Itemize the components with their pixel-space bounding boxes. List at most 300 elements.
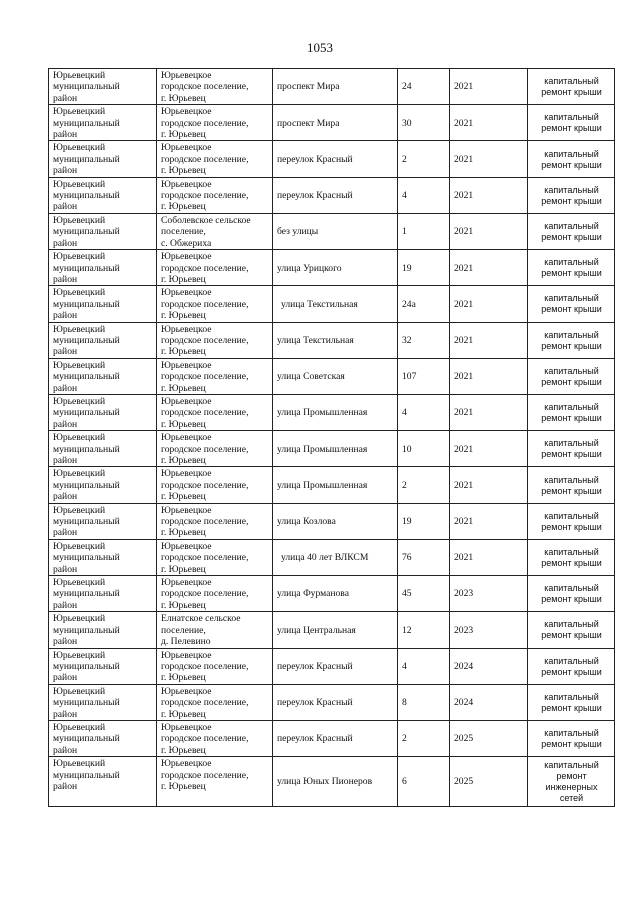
year-cell-text: 2021 <box>454 226 474 238</box>
table-row <box>49 250 615 286</box>
district-cell-line: район <box>53 599 78 611</box>
work-type-cell-line: ремонт крыши <box>541 87 602 98</box>
house-number-cell <box>398 467 450 503</box>
work-type-cell-line: ремонт крыши <box>541 231 602 242</box>
work-type-cell-line: капитальный <box>544 510 599 521</box>
house-number-cell <box>398 757 450 807</box>
settlement-cell-line: городское поселение, <box>161 81 249 93</box>
house-number-cell-text: 10 <box>402 443 412 455</box>
settlement-cell-line: Юрьевецкое <box>161 540 212 552</box>
year-cell-text: 2021 <box>454 298 474 310</box>
year-cell <box>450 612 528 648</box>
house-number-cell <box>398 286 450 322</box>
district-cell-line: муниципальный <box>53 697 120 709</box>
settlement-cell-line: г. Юрьевец <box>161 346 206 358</box>
work-type-cell <box>528 394 615 430</box>
work-type-cell-line: ремонт крыши <box>541 195 602 206</box>
work-type-cell-line: ремонт крыши <box>541 268 602 279</box>
table-row <box>49 358 615 394</box>
settlement-cell-line: с. Обжериха <box>161 237 212 249</box>
work-type-cell-line: капитальный <box>544 329 599 340</box>
settlement-cell-line: Юрьевецкое <box>161 468 212 480</box>
house-number-cell-text: 4 <box>402 407 407 419</box>
settlement-cell <box>157 250 273 286</box>
table-row <box>49 539 615 575</box>
street-cell-text: переулок Красный <box>277 733 353 745</box>
street-cell <box>273 576 398 612</box>
table-row <box>49 213 615 249</box>
district-cell-line: муниципальный <box>53 371 120 383</box>
year-cell <box>450 394 528 430</box>
house-number-cell <box>398 69 450 105</box>
street-cell <box>273 503 398 539</box>
work-type-cell <box>528 213 615 249</box>
table-row <box>49 757 615 807</box>
work-type-cell-line: ремонт крыши <box>541 485 602 496</box>
settlement-cell <box>157 612 273 648</box>
settlement-cell-line: Юрьевецкое <box>161 432 212 444</box>
house-number-cell <box>398 177 450 213</box>
year-cell-text: 2021 <box>454 443 474 455</box>
district-cell-line: муниципальный <box>53 624 120 636</box>
settlement-cell <box>157 177 273 213</box>
table-body <box>49 69 615 807</box>
district-cell-line: район <box>53 201 78 213</box>
settlement-cell-line: Юрьевецкое <box>161 106 212 118</box>
district-cell-line: район <box>53 129 78 141</box>
work-type-cell-line: капитальный <box>544 728 599 739</box>
settlement-cell <box>157 539 273 575</box>
work-type-cell <box>528 576 615 612</box>
year-cell <box>450 720 528 756</box>
district-cell <box>49 431 157 467</box>
street-cell-text: улица Юных Пионеров <box>277 776 373 788</box>
district-cell-line: Юрьевецкий <box>53 142 106 154</box>
settlement-cell-line: г. Юрьевец <box>161 165 206 177</box>
house-number-cell-text: 24 <box>402 81 412 93</box>
year-cell-text: 2021 <box>454 479 474 491</box>
district-cell-line: Юрьевецкий <box>53 323 106 335</box>
settlement-cell-line: городское поселение, <box>161 371 249 383</box>
district-cell-line: район <box>53 346 78 358</box>
work-type-cell <box>528 648 615 684</box>
work-type-cell-line: ремонт крыши <box>541 739 602 750</box>
district-cell <box>49 105 157 141</box>
buildings-table <box>48 68 615 807</box>
district-cell <box>49 213 157 249</box>
district-cell-line: район <box>53 455 78 466</box>
house-number-cell-text: 19 <box>402 516 412 528</box>
street-cell-text: проспект Мира <box>277 117 340 129</box>
street-cell-text: улица Промышленная <box>277 407 368 419</box>
district-cell <box>49 322 157 358</box>
settlement-cell-line: г. Юрьевец <box>161 599 206 611</box>
settlement-cell-line: г. Юрьевец <box>161 382 206 394</box>
street-cell-text: улица 40 лет ВЛКСМ <box>281 552 369 564</box>
district-cell-line: район <box>53 636 78 648</box>
year-cell-text: 2021 <box>454 334 474 346</box>
district-cell-line: муниципальный <box>53 769 120 781</box>
settlement-cell-line: г. Юрьевец <box>161 491 206 503</box>
house-number-cell-text: 1 <box>402 226 407 238</box>
district-cell-line: Юрьевецкий <box>53 178 106 190</box>
year-cell-text: 2021 <box>454 516 474 528</box>
district-cell <box>49 648 157 684</box>
district-cell-line: муниципальный <box>53 262 120 274</box>
street-cell <box>273 69 398 105</box>
district-cell <box>49 250 157 286</box>
house-number-cell <box>398 684 450 720</box>
house-number-cell-text: 32 <box>402 334 412 346</box>
year-cell-text: 2021 <box>454 552 474 564</box>
district-cell-line: муниципальный <box>53 226 120 238</box>
work-type-cell-line: ремонт крыши <box>541 594 602 605</box>
settlement-cell-line: городское поселение, <box>161 516 249 528</box>
settlement-cell-line: Юрьевецкое <box>161 287 212 299</box>
year-cell-text: 2021 <box>454 262 474 274</box>
street-cell <box>273 431 398 467</box>
work-type-cell-line: ремонт крыши <box>541 702 602 713</box>
year-cell <box>450 757 528 807</box>
street-cell-text: переулок Красный <box>277 153 353 165</box>
district-cell <box>49 69 157 105</box>
table-row <box>49 322 615 358</box>
street-cell <box>273 286 398 322</box>
street-cell-text: улица Козлова <box>277 516 336 528</box>
house-number-cell-text: 107 <box>402 371 417 383</box>
work-type-cell-line: капитальный <box>544 438 599 449</box>
settlement-cell-line: городское поселение, <box>161 733 249 745</box>
settlement-cell <box>157 431 273 467</box>
street-cell <box>273 539 398 575</box>
house-number-cell <box>398 141 450 177</box>
settlement-cell-line: городское поселение, <box>161 479 249 491</box>
settlement-cell <box>157 503 273 539</box>
house-number-cell-text: 2 <box>402 479 407 491</box>
district-cell-line: Юрьевецкий <box>53 432 106 444</box>
settlement-cell <box>157 105 273 141</box>
district-cell-line: район <box>53 418 78 430</box>
district-cell-line: муниципальный <box>53 516 120 528</box>
work-type-cell-line: капитальный <box>544 257 599 268</box>
district-cell <box>49 503 157 539</box>
district-cell-line: Юрьевецкий <box>53 214 106 226</box>
settlement-cell <box>157 286 273 322</box>
settlement-cell <box>157 322 273 358</box>
street-cell <box>273 177 398 213</box>
table-row <box>49 648 615 684</box>
district-cell-line: район <box>53 527 78 539</box>
work-type-cell <box>528 503 615 539</box>
district-cell-line: муниципальный <box>53 334 120 346</box>
settlement-cell-line: Соболевское сельское <box>161 214 251 226</box>
street-cell-text: улица Текстильная <box>281 298 358 310</box>
district-cell-line: Юрьевецкий <box>53 649 106 661</box>
settlement-cell-line: Юрьевецкое <box>161 323 212 335</box>
settlement-cell-line: г. Юрьевец <box>161 672 206 684</box>
work-type-cell <box>528 105 615 141</box>
settlement-cell-line: поселение, <box>161 226 206 238</box>
table-row <box>49 286 615 322</box>
district-cell-line: Юрьевецкий <box>53 70 106 81</box>
settlement-cell <box>157 141 273 177</box>
settlement-cell-line: городское поселение, <box>161 769 249 781</box>
work-type-cell-line: капитальный <box>544 583 599 594</box>
district-cell-line: муниципальный <box>53 407 120 419</box>
settlement-cell-line: городское поселение, <box>161 117 249 129</box>
settlement-cell-line: городское поселение, <box>161 262 249 274</box>
settlement-cell <box>157 394 273 430</box>
district-cell-line: район <box>53 310 78 322</box>
work-type-cell <box>528 684 615 720</box>
district-cell <box>49 539 157 575</box>
settlement-cell-line: г. Юрьевец <box>161 527 206 539</box>
street-cell <box>273 394 398 430</box>
work-type-cell-line: капитальный <box>544 619 599 630</box>
district-cell-line: район <box>53 382 78 394</box>
settlement-cell <box>157 684 273 720</box>
street-cell <box>273 648 398 684</box>
work-type-cell-line: капитальный <box>544 474 599 485</box>
work-type-cell <box>528 250 615 286</box>
street-cell <box>273 467 398 503</box>
settlement-cell-line: городское поселение, <box>161 298 249 310</box>
street-cell-text: улица Фурманова <box>277 588 349 600</box>
settlement-cell-line: г. Юрьевец <box>161 418 206 430</box>
house-number-cell <box>398 648 450 684</box>
year-cell <box>450 69 528 105</box>
year-cell-text: 2023 <box>454 588 474 600</box>
settlement-cell-line: Юрьевецкое <box>161 758 212 770</box>
district-cell-line: Юрьевецкий <box>53 685 106 697</box>
settlement-cell-line: городское поселение, <box>161 334 249 346</box>
settlement-cell-line: городское поселение, <box>161 660 249 672</box>
settlement-cell-line: городское поселение, <box>161 552 249 564</box>
settlement-cell-line: Юрьевецкое <box>161 685 212 697</box>
house-number-cell <box>398 431 450 467</box>
district-cell-line: район <box>53 92 78 104</box>
settlement-cell-line: городское поселение, <box>161 443 249 455</box>
district-cell-line: муниципальный <box>53 479 120 491</box>
settlement-cell-line: Юрьевецкое <box>161 395 212 407</box>
year-cell <box>450 648 528 684</box>
year-cell <box>450 358 528 394</box>
settlement-cell-line: г. Юрьевец <box>161 92 206 104</box>
settlement-cell-line: Юрьевецкое <box>161 251 212 263</box>
work-type-cell <box>528 358 615 394</box>
street-cell-text: улица Текстильная <box>277 334 354 346</box>
work-type-cell-line: капитальный <box>544 365 599 376</box>
work-type-cell-line: ремонт крыши <box>541 340 602 351</box>
work-type-cell-line: капитальный <box>544 691 599 702</box>
house-number-cell-text: 6 <box>402 776 407 788</box>
district-cell <box>49 177 157 213</box>
settlement-cell <box>157 467 273 503</box>
house-number-cell <box>398 539 450 575</box>
settlement-cell <box>157 213 273 249</box>
table-row <box>49 141 615 177</box>
house-number-cell-text: 4 <box>402 660 407 672</box>
work-type-cell-line: ремонт <box>556 771 587 782</box>
settlement-cell-line: г. Юрьевец <box>161 455 206 466</box>
settlement-cell-line: Елнатское сельское <box>161 613 241 625</box>
year-cell <box>450 539 528 575</box>
work-type-cell-line: ремонт крыши <box>541 413 602 424</box>
work-type-cell-line: ремонт крыши <box>541 666 602 677</box>
district-cell <box>49 358 157 394</box>
settlement-cell <box>157 576 273 612</box>
district-cell <box>49 576 157 612</box>
work-type-cell <box>528 720 615 756</box>
district-cell-line: муниципальный <box>53 660 120 672</box>
settlement-cell-line: городское поселение, <box>161 407 249 419</box>
settlement-cell <box>157 648 273 684</box>
house-number-cell-text: 12 <box>402 624 412 636</box>
district-cell-line: Юрьевецкий <box>53 577 106 589</box>
district-cell-line: район <box>53 273 78 285</box>
settlement-cell-line: Юрьевецкое <box>161 649 212 661</box>
street-cell-text: улица Промышленная <box>277 479 368 491</box>
settlement-cell-line: г. Юрьевец <box>161 563 206 575</box>
year-cell-text: 2021 <box>454 117 474 129</box>
house-number-cell-text: 2 <box>402 733 407 745</box>
settlement-cell-line: городское поселение, <box>161 153 249 165</box>
district-cell-line: Юрьевецкий <box>53 540 106 552</box>
work-type-cell-line: капитальный <box>544 112 599 123</box>
street-cell <box>273 720 398 756</box>
work-type-cell-line: ремонт крыши <box>541 304 602 315</box>
settlement-cell-line: д. Пелевино <box>161 636 211 648</box>
district-cell-line: район <box>53 672 78 684</box>
work-type-cell-line: ремонт крыши <box>541 449 602 460</box>
work-type-cell-line: ремонт крыши <box>541 159 602 170</box>
year-cell <box>450 322 528 358</box>
year-cell <box>450 250 528 286</box>
work-type-cell-line: капитальный <box>544 220 599 231</box>
district-cell-line: Юрьевецкий <box>53 468 106 480</box>
year-cell <box>450 141 528 177</box>
district-cell-line: район <box>53 491 78 503</box>
street-cell-text: улица Урицкого <box>277 262 342 274</box>
work-type-cell-line: капитальный <box>544 76 599 87</box>
table-row <box>49 105 615 141</box>
year-cell-text: 2021 <box>454 190 474 202</box>
house-number-cell-text: 4 <box>402 190 407 202</box>
work-type-cell-line: ремонт крыши <box>541 376 602 387</box>
district-cell-line: муниципальный <box>53 117 120 129</box>
work-type-cell <box>528 757 615 807</box>
table-row <box>49 431 615 467</box>
house-number-cell <box>398 105 450 141</box>
year-cell <box>450 684 528 720</box>
settlement-cell-line: городское поселение, <box>161 697 249 709</box>
year-cell <box>450 431 528 467</box>
year-cell <box>450 286 528 322</box>
settlement-cell-line: городское поселение, <box>161 588 249 600</box>
work-type-cell-line: капитальный <box>544 184 599 195</box>
district-cell-line: муниципальный <box>53 588 120 600</box>
district-cell <box>49 720 157 756</box>
table-row <box>49 720 615 756</box>
work-type-cell <box>528 539 615 575</box>
settlement-cell-line: г. Юрьевец <box>161 310 206 322</box>
work-type-cell-line: капитальный <box>544 546 599 557</box>
work-type-cell <box>528 431 615 467</box>
street-cell-text: без улицы <box>277 226 319 238</box>
district-cell <box>49 467 157 503</box>
street-cell-text: переулок Красный <box>277 697 353 709</box>
work-type-cell <box>528 612 615 648</box>
house-number-cell-text: 45 <box>402 588 412 600</box>
settlement-cell <box>157 720 273 756</box>
work-type-cell-line: капитальный <box>544 293 599 304</box>
year-cell-text: 2021 <box>454 81 474 93</box>
work-type-cell-line: ремонт крыши <box>541 123 602 134</box>
settlement-cell-line: поселение, <box>161 624 206 636</box>
table-row <box>49 69 615 105</box>
work-type-cell <box>528 141 615 177</box>
year-cell-text: 2024 <box>454 660 474 672</box>
table-row <box>49 177 615 213</box>
table-row <box>49 503 615 539</box>
work-type-cell-line: капитальный <box>544 148 599 159</box>
work-type-cell-line: ремонт крыши <box>541 521 602 532</box>
district-cell-line: Юрьевецкий <box>53 359 106 371</box>
district-cell-line: район <box>53 165 78 177</box>
year-cell-text: 2023 <box>454 624 474 636</box>
street-cell <box>273 612 398 648</box>
work-type-cell-line: сетей <box>559 793 584 804</box>
district-cell-line: район <box>53 708 78 720</box>
year-cell-text: 2024 <box>454 697 474 709</box>
district-cell-line: муниципальный <box>53 733 120 745</box>
table-row <box>49 684 615 720</box>
street-cell-text: переулок Красный <box>277 660 353 672</box>
street-cell <box>273 322 398 358</box>
settlement-cell-line: Юрьевецкое <box>161 721 212 733</box>
work-type-cell-line: капитальный <box>544 760 599 771</box>
district-cell-line: муниципальный <box>53 552 120 564</box>
street-cell <box>273 684 398 720</box>
work-type-cell <box>528 286 615 322</box>
house-number-cell <box>398 720 450 756</box>
district-cell <box>49 394 157 430</box>
year-cell <box>450 576 528 612</box>
year-cell <box>450 467 528 503</box>
district-cell-line: Юрьевецкий <box>53 287 106 299</box>
street-cell <box>273 105 398 141</box>
settlement-cell-line: городское поселение, <box>161 190 249 202</box>
house-number-cell <box>398 358 450 394</box>
year-cell <box>450 177 528 213</box>
house-number-cell <box>398 576 450 612</box>
street-cell <box>273 358 398 394</box>
settlement-cell-line: г. Юрьевец <box>161 744 206 756</box>
street-cell <box>273 141 398 177</box>
year-cell <box>450 213 528 249</box>
house-number-cell <box>398 394 450 430</box>
year-cell-text: 2021 <box>454 371 474 383</box>
district-cell-line: район <box>53 237 78 249</box>
settlement-cell <box>157 757 273 807</box>
district-cell-line: муниципальный <box>53 190 120 202</box>
house-number-cell-text: 24а <box>402 298 416 310</box>
district-cell <box>49 684 157 720</box>
district-cell-line: район <box>53 780 78 792</box>
district-cell <box>49 757 157 807</box>
year-cell-text: 2025 <box>454 733 474 745</box>
street-cell <box>273 757 398 807</box>
